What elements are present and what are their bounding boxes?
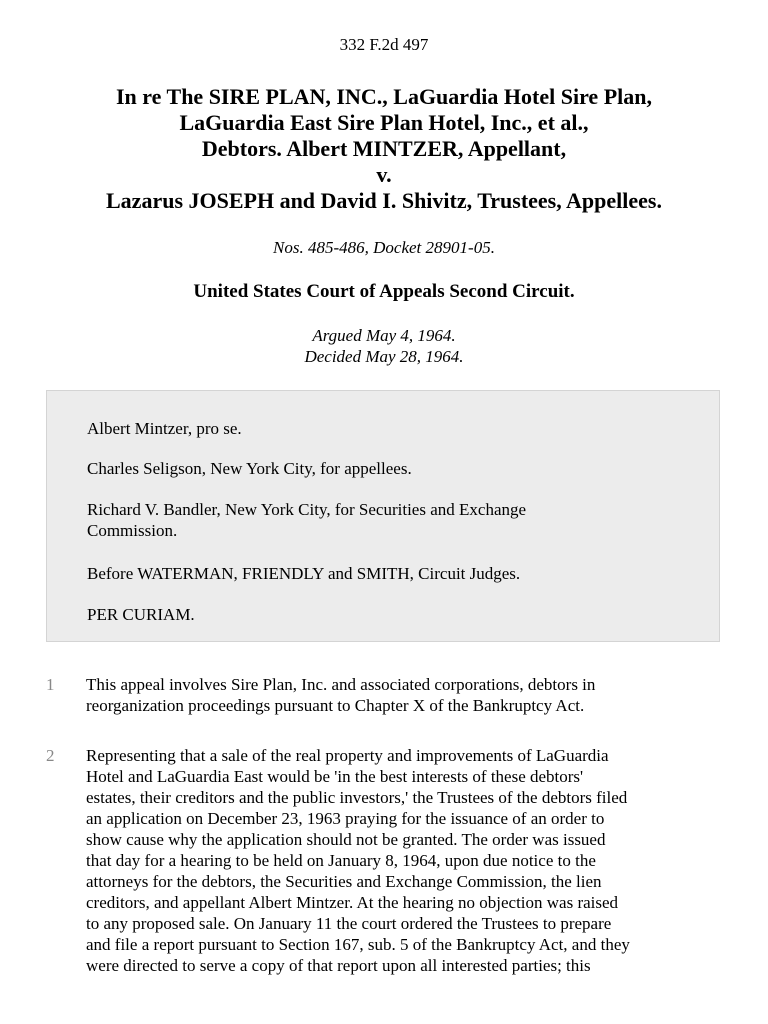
paragraph-text — [86, 674, 726, 716]
paragraph-line: reorganization proceedings pursuant to Chapter X of the Bankruptcy Act. — [86, 696, 585, 715]
paragraph-line: Hotel and LaGuardia East would be 'in the best interests of these debtors' — [86, 767, 584, 786]
case-title-line: v. — [376, 162, 392, 187]
counsel-line: Commission. — [87, 521, 178, 540]
paragraph-line: creditors, and appellant Albert Mintzer. At the hearing no objection was raised — [86, 893, 619, 912]
per-curiam-label: PER CURIAM. — [87, 605, 195, 624]
argued-date: Argued May 4, 1964. — [312, 326, 456, 345]
paragraph-line: were directed to serve a copy of that report upon all interested parties; this — [86, 956, 591, 975]
paragraph-line: and file a report pursuant to Section 167, sub. 5 of the Bankruptcy Act, and they — [86, 935, 630, 954]
paragraph-number: 1 — [46, 675, 55, 694]
case-title-line: LaGuardia East Sire Plan Hotel, Inc., et al., — [179, 110, 589, 135]
paragraph-line: that day for a hearing to be held on January 8, 1964, upon due notice to the — [86, 851, 596, 870]
paragraph-line: an application on December 23, 1963 praying for the issuance of an order to — [86, 809, 605, 828]
paragraph-line: to any proposed sale. On January 11 the court ordered the Trustees to prepare — [86, 914, 612, 933]
paragraph-line: estates, their creditors and the public investors,' the Trustees of the debtors filed — [86, 788, 628, 807]
judges-line: Before WATERMAN, FRIENDLY and SMITH, Circuit Judges. — [87, 564, 521, 583]
counsel-line: Albert Mintzer, pro se. — [87, 419, 242, 438]
counsel-line: Richard V. Bandler, New York City, for Securities and Exchange — [87, 500, 527, 519]
docket-number: Nos. 485-486, Docket 28901-05. — [273, 238, 495, 257]
paragraph-number: 2 — [46, 746, 55, 765]
case-citation: 332 F.2d 497 — [339, 35, 429, 54]
decision-dates — [0, 325, 768, 367]
paragraph-text — [86, 745, 726, 976]
court-name: United States Court of Appeals Second Circuit. — [193, 281, 575, 302]
counsel-line: Charles Seligson, New York City, for appellees. — [87, 459, 412, 478]
case-title — [40, 84, 728, 214]
paragraph-line: This appeal involves Sire Plan, Inc. and associated corporations, debtors in — [86, 675, 596, 694]
case-title-line: Lazarus JOSEPH and David I. Shivitz, Trustees, Appellees. — [106, 188, 662, 213]
case-title-line: Debtors. Albert MINTZER, Appellant, — [201, 136, 567, 161]
decided-date: Decided May 28, 1964. — [304, 347, 464, 366]
case-title-line: In re The SIRE PLAN, INC., LaGuardia Hotel Sire Plan, — [115, 84, 652, 109]
paragraph-line: attorneys for the debtors, the Securities and Exchange Commission, the lien — [86, 872, 602, 891]
counsel-panel — [46, 390, 720, 642]
paragraph-line: Representing that a sale of the real property and improvements of LaGuardia — [86, 746, 609, 765]
paragraph-line: show cause why the application should not be granted. The order was issued — [86, 830, 606, 849]
